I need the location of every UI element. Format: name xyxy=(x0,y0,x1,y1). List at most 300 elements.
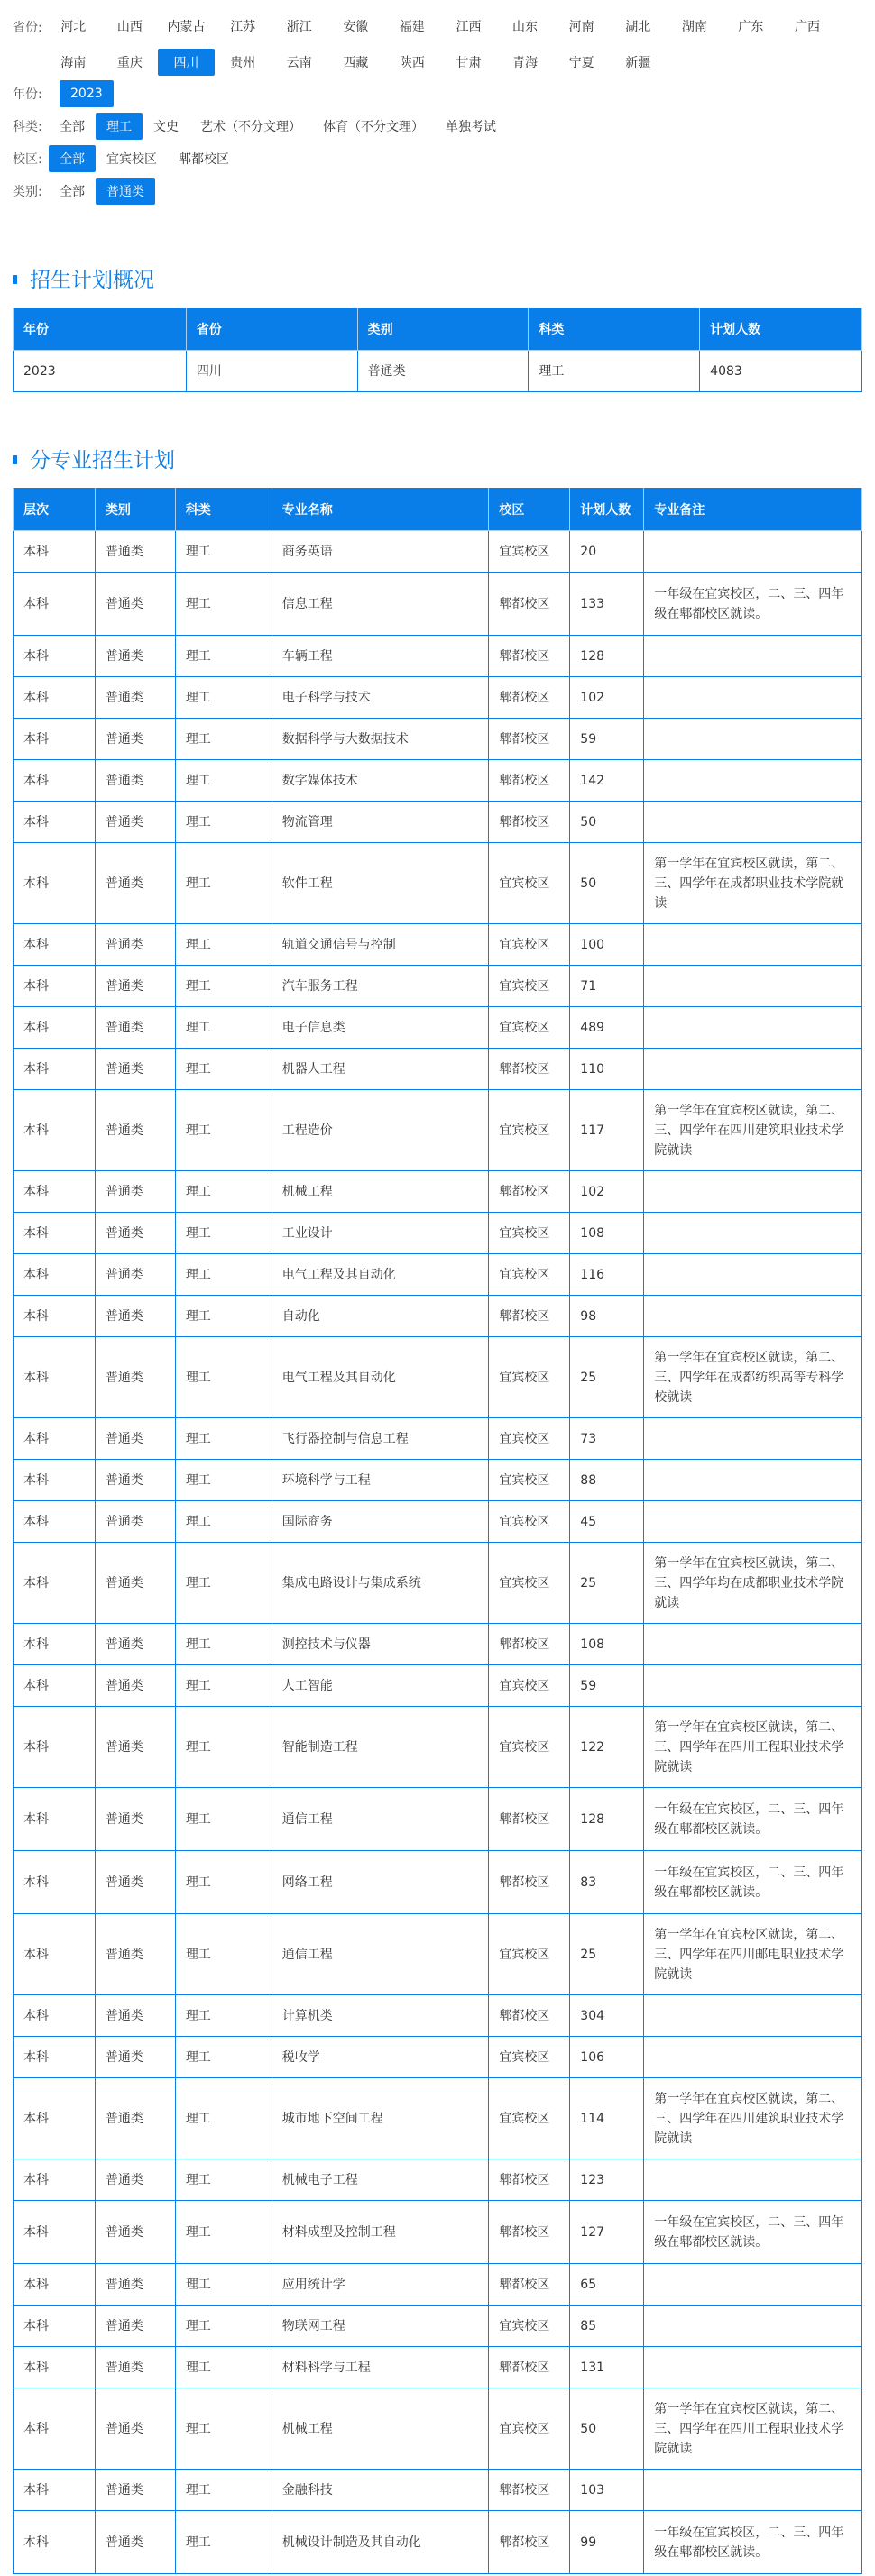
table-row xyxy=(14,1090,862,1171)
cell-category: 普通类 xyxy=(95,966,175,1007)
cell-count: 304 xyxy=(570,1995,644,2037)
cell-count: 25 xyxy=(570,1914,644,1995)
plan-table xyxy=(13,488,862,2574)
cell-subject: 理工 xyxy=(175,677,272,719)
cell-note: 第一学年在宜宾校区就读，第二、三、四学年在四川建筑职业技术学院就读 xyxy=(644,1090,862,1171)
cell-count: 20 xyxy=(570,531,644,573)
cell-category: 普通类 xyxy=(95,843,175,924)
cell-subject: 理工 xyxy=(175,2037,272,2078)
cell-category: 普通类 xyxy=(95,2078,175,2159)
cell-campus: 宜宾校区 xyxy=(489,2306,570,2347)
cell-category: 普通类 xyxy=(95,802,175,843)
summary-header-row xyxy=(14,308,862,351)
cell-campus: 郫都校区 xyxy=(489,1788,570,1851)
campus-filter-row xyxy=(13,144,240,173)
year-label: 年份: xyxy=(13,87,42,102)
table-row xyxy=(14,531,862,573)
cell-count: 50 xyxy=(570,802,644,843)
cell-count: 99 xyxy=(570,2511,644,2574)
cell-count: 85 xyxy=(570,2306,644,2347)
cell-note xyxy=(644,677,862,719)
plan-header-row xyxy=(14,488,862,531)
cell-level: 本科 xyxy=(14,1851,96,1914)
province-option[interactable]: 湖南 xyxy=(681,20,707,34)
summary-header-count: 计划人数 xyxy=(700,308,862,351)
cell-campus: 郫都校区 xyxy=(489,2347,570,2388)
summary-header-subject: 科类 xyxy=(529,308,700,351)
cell-note xyxy=(644,1995,862,2037)
campus-label: 校区: xyxy=(13,152,42,167)
cell-subject: 理工 xyxy=(175,802,272,843)
cell-major: 集成电路设计与集成系统 xyxy=(272,1543,489,1624)
summary-province: 四川 xyxy=(186,351,357,392)
cell-note: 第一学年在宜宾校区就读，第二、三、四学年在成都职业技术学院就读 xyxy=(644,843,862,924)
cell-subject: 理工 xyxy=(175,760,272,802)
cell-count: 50 xyxy=(570,2388,644,2470)
cell-count: 25 xyxy=(570,1543,644,1624)
table-row xyxy=(14,760,862,802)
cell-count: 128 xyxy=(570,636,644,677)
table-row xyxy=(14,2078,862,2159)
cell-category: 普通类 xyxy=(95,1049,175,1090)
cell-subject: 理工 xyxy=(175,719,272,760)
province-option[interactable]: 青海 xyxy=(512,56,539,70)
table-row xyxy=(14,1543,862,1624)
section-marker-icon xyxy=(13,275,17,284)
category-option[interactable]: 全部 xyxy=(60,185,85,199)
cell-level: 本科 xyxy=(14,760,96,802)
province-option[interactable]: 江西 xyxy=(456,20,482,34)
cell-campus: 宜宾校区 xyxy=(489,1460,570,1501)
cell-major: 机器人工程 xyxy=(272,1049,489,1090)
summary-section-title xyxy=(13,263,154,293)
table-row xyxy=(14,1788,862,1851)
cell-subject: 理工 xyxy=(175,1543,272,1624)
cell-campus: 郫都校区 xyxy=(489,636,570,677)
cell-category: 普通类 xyxy=(95,2511,175,2574)
cell-category: 普通类 xyxy=(95,1460,175,1501)
cell-level: 本科 xyxy=(14,1090,96,1171)
province-option[interactable]: 广东 xyxy=(738,20,764,34)
cell-level: 本科 xyxy=(14,1665,96,1707)
subject-option[interactable]: 艺术（不分文理） xyxy=(200,120,301,134)
campus-option[interactable]: 全部 xyxy=(49,145,96,172)
cell-subject: 理工 xyxy=(175,1049,272,1090)
cell-count: 108 xyxy=(570,1213,644,1254)
cell-major: 城市地下空间工程 xyxy=(272,2078,489,2159)
cell-level: 本科 xyxy=(14,1788,96,1851)
province-option[interactable]: 云南 xyxy=(286,56,312,70)
cell-note xyxy=(644,1460,862,1501)
cell-category: 普通类 xyxy=(95,1707,175,1788)
subject-label: 科类: xyxy=(13,120,42,134)
province-option[interactable]: 山东 xyxy=(512,20,539,34)
subject-options xyxy=(49,113,507,140)
table-row xyxy=(14,573,862,636)
cell-campus: 宜宾校区 xyxy=(489,1090,570,1171)
cell-category: 普通类 xyxy=(95,2347,175,2388)
cell-note xyxy=(644,1254,862,1296)
cell-campus: 宜宾校区 xyxy=(489,1337,570,1418)
province-option[interactable]: 福建 xyxy=(399,20,425,34)
table-row xyxy=(14,802,862,843)
cell-count: 102 xyxy=(570,677,644,719)
province-option[interactable]: 新疆 xyxy=(625,56,651,70)
cell-count: 142 xyxy=(570,760,644,802)
cell-subject: 理工 xyxy=(175,1090,272,1171)
cell-subject: 理工 xyxy=(175,2201,272,2264)
cell-category: 普通类 xyxy=(95,1995,175,2037)
subject-option[interactable]: 全部 xyxy=(60,120,85,134)
province-option[interactable]: 江苏 xyxy=(230,20,256,34)
category-label: 类别: xyxy=(13,185,42,199)
cell-count: 100 xyxy=(570,924,644,966)
cell-major: 网络工程 xyxy=(272,1851,489,1914)
plan-header-category: 类别 xyxy=(95,488,175,531)
cell-subject: 理工 xyxy=(175,2388,272,2470)
cell-major: 国际商务 xyxy=(272,1501,489,1543)
province-option[interactable]: 山西 xyxy=(116,20,143,34)
cell-level: 本科 xyxy=(14,1914,96,1995)
cell-category: 普通类 xyxy=(95,1171,175,1213)
cell-campus: 郫都校区 xyxy=(489,573,570,636)
cell-campus: 宜宾校区 xyxy=(489,1213,570,1254)
cell-subject: 理工 xyxy=(175,2470,272,2511)
cell-category: 普通类 xyxy=(95,2159,175,2201)
year-option-2023[interactable]: 2023 xyxy=(60,80,114,107)
cell-major: 应用统计学 xyxy=(272,2264,489,2306)
cell-level: 本科 xyxy=(14,966,96,1007)
subject-option[interactable]: 理工 xyxy=(96,113,143,140)
cell-note xyxy=(644,966,862,1007)
subject-filter-row xyxy=(13,112,507,141)
province-option[interactable]: 重庆 xyxy=(116,56,143,70)
cell-major: 环境科学与工程 xyxy=(272,1460,489,1501)
table-row xyxy=(14,2201,862,2264)
subject-option[interactable]: 单独考试 xyxy=(446,120,496,134)
cell-campus: 宜宾校区 xyxy=(489,1543,570,1624)
cell-level: 本科 xyxy=(14,719,96,760)
cell-note xyxy=(644,1296,862,1337)
cell-major: 工程造价 xyxy=(272,1090,489,1171)
cell-campus: 郫都校区 xyxy=(489,2511,570,2574)
cell-note: 第一学年在宜宾校区就读，第二、三、四学年在四川建筑职业技术学院就读 xyxy=(644,2078,862,2159)
province-option[interactable]: 西藏 xyxy=(343,56,369,70)
table-row xyxy=(14,636,862,677)
cell-level: 本科 xyxy=(14,2264,96,2306)
cell-campus: 宜宾校区 xyxy=(489,1665,570,1707)
cell-major: 电子信息类 xyxy=(272,1007,489,1049)
cell-level: 本科 xyxy=(14,2511,96,2574)
subject-option[interactable]: 文史 xyxy=(153,120,179,134)
cell-category: 普通类 xyxy=(95,1788,175,1851)
cell-note xyxy=(644,1049,862,1090)
cell-campus: 郫都校区 xyxy=(489,1624,570,1665)
cell-count: 110 xyxy=(570,1049,644,1090)
cell-count: 133 xyxy=(570,573,644,636)
summary-header-year: 年份 xyxy=(14,308,187,351)
province-filter-row xyxy=(13,13,49,41)
table-row xyxy=(14,1851,862,1914)
plan-header-campus: 校区 xyxy=(489,488,570,531)
cell-major: 工业设计 xyxy=(272,1213,489,1254)
cell-campus: 宜宾校区 xyxy=(489,1707,570,1788)
subject-option[interactable]: 体育（不分文理） xyxy=(323,120,424,134)
cell-note: 一年级在宜宾校区，二、三、四年级在郫都校区就读。 xyxy=(644,2511,862,2574)
cell-level: 本科 xyxy=(14,2470,96,2511)
table-row xyxy=(14,1171,862,1213)
cell-level: 本科 xyxy=(14,2159,96,2201)
cell-campus: 郫都校区 xyxy=(489,2264,570,2306)
cell-note xyxy=(644,924,862,966)
cell-category: 普通类 xyxy=(95,677,175,719)
cell-level: 本科 xyxy=(14,2388,96,2470)
cell-campus: 宜宾校区 xyxy=(489,1418,570,1460)
table-row xyxy=(14,1995,862,2037)
category-options xyxy=(49,178,155,205)
cell-note: 一年级在宜宾校区，二、三、四年级在郫都校区就读。 xyxy=(644,1851,862,1914)
table-row xyxy=(14,924,862,966)
cell-subject: 理工 xyxy=(175,531,272,573)
cell-subject: 理工 xyxy=(175,1418,272,1460)
province-option[interactable]: 安徽 xyxy=(343,20,369,34)
cell-count: 123 xyxy=(570,2159,644,2201)
cell-count: 98 xyxy=(570,1296,644,1337)
cell-count: 88 xyxy=(570,1460,644,1501)
cell-campus: 宜宾校区 xyxy=(489,966,570,1007)
cell-major: 电气工程及其自动化 xyxy=(272,1254,489,1296)
cell-campus: 宜宾校区 xyxy=(489,1501,570,1543)
cell-major: 机械设计制造及其自动化 xyxy=(272,2511,489,2574)
cell-category: 普通类 xyxy=(95,2037,175,2078)
cell-subject: 理工 xyxy=(175,1501,272,1543)
cell-subject: 理工 xyxy=(175,1007,272,1049)
table-row xyxy=(14,1007,862,1049)
cell-major: 金融科技 xyxy=(272,2470,489,2511)
table-row xyxy=(14,1914,862,1995)
province-option[interactable]: 河北 xyxy=(60,20,87,34)
cell-campus: 郫都校区 xyxy=(489,2159,570,2201)
summary-table xyxy=(13,308,862,392)
cell-note xyxy=(644,2037,862,2078)
cell-category: 普通类 xyxy=(95,2201,175,2264)
cell-category: 普通类 xyxy=(95,1090,175,1171)
cell-category: 普通类 xyxy=(95,2388,175,2470)
cell-note xyxy=(644,1624,862,1665)
cell-campus: 郫都校区 xyxy=(489,677,570,719)
cell-count: 71 xyxy=(570,966,644,1007)
cell-subject: 理工 xyxy=(175,636,272,677)
cell-campus: 宜宾校区 xyxy=(489,924,570,966)
cell-count: 103 xyxy=(570,2470,644,2511)
cell-major: 商务英语 xyxy=(272,531,489,573)
cell-major: 软件工程 xyxy=(272,843,489,924)
cell-count: 127 xyxy=(570,2201,644,2264)
cell-note: 第一学年在宜宾校区就读，第二、三、四学年在四川工程职业技术学院就读 xyxy=(644,2388,862,2470)
cell-level: 本科 xyxy=(14,843,96,924)
table-row xyxy=(14,677,862,719)
table-row xyxy=(14,1049,862,1090)
cell-note xyxy=(644,719,862,760)
table-row xyxy=(14,1213,862,1254)
campus-option[interactable]: 郫都校区 xyxy=(179,152,229,167)
cell-level: 本科 xyxy=(14,2078,96,2159)
table-row xyxy=(14,2347,862,2388)
province-option[interactable]: 海南 xyxy=(60,56,87,70)
cell-major: 电气工程及其自动化 xyxy=(272,1337,489,1418)
cell-subject: 理工 xyxy=(175,2264,272,2306)
summary-row xyxy=(14,351,862,392)
cell-campus: 郫都校区 xyxy=(489,1296,570,1337)
province-option[interactable]: 河南 xyxy=(568,20,594,34)
cell-major: 计算机类 xyxy=(272,1995,489,2037)
cell-campus: 郫都校区 xyxy=(489,1995,570,2037)
cell-category: 普通类 xyxy=(95,2470,175,2511)
province-option[interactable]: 宁夏 xyxy=(568,56,594,70)
cell-note xyxy=(644,2470,862,2511)
cell-category: 普通类 xyxy=(95,1851,175,1914)
plan-section-title xyxy=(13,444,175,473)
cell-category: 普通类 xyxy=(95,1213,175,1254)
cell-count: 114 xyxy=(570,2078,644,2159)
plan-header-major: 专业名称 xyxy=(272,488,489,531)
table-row xyxy=(14,966,862,1007)
cell-level: 本科 xyxy=(14,1337,96,1418)
cell-subject: 理工 xyxy=(175,1665,272,1707)
table-row xyxy=(14,719,862,760)
cell-level: 本科 xyxy=(14,1418,96,1460)
cell-campus: 宜宾校区 xyxy=(489,2388,570,2470)
campus-options xyxy=(49,145,240,172)
province-option[interactable]: 贵州 xyxy=(230,56,256,70)
table-row xyxy=(14,2511,862,2574)
cell-campus: 郫都校区 xyxy=(489,2201,570,2264)
cell-note xyxy=(644,531,862,573)
cell-campus: 郫都校区 xyxy=(489,719,570,760)
cell-note: 第一学年在宜宾校区就读，第二、三、四学年均在成都职业技术学院就读 xyxy=(644,1543,862,1624)
province-option[interactable]: 浙江 xyxy=(286,20,312,34)
summary-year: 2023 xyxy=(14,351,187,392)
cell-major: 飞行器控制与信息工程 xyxy=(272,1418,489,1460)
summary-header-category: 类别 xyxy=(357,308,529,351)
cell-note xyxy=(644,2264,862,2306)
cell-subject: 理工 xyxy=(175,2078,272,2159)
cell-subject: 理工 xyxy=(175,1788,272,1851)
cell-campus: 郫都校区 xyxy=(489,760,570,802)
cell-level: 本科 xyxy=(14,1007,96,1049)
category-option[interactable]: 普通类 xyxy=(96,178,155,205)
cell-subject: 理工 xyxy=(175,1851,272,1914)
cell-category: 普通类 xyxy=(95,2306,175,2347)
cell-major: 测控技术与仪器 xyxy=(272,1624,489,1665)
cell-campus: 郫都校区 xyxy=(489,1049,570,1090)
cell-major: 材料科学与工程 xyxy=(272,2347,489,2388)
cell-note xyxy=(644,1213,862,1254)
cell-major: 人工智能 xyxy=(272,1665,489,1707)
cell-subject: 理工 xyxy=(175,2306,272,2347)
cell-count: 128 xyxy=(570,1788,644,1851)
cell-level: 本科 xyxy=(14,2306,96,2347)
province-option[interactable]: 湖北 xyxy=(625,20,651,34)
cell-subject: 理工 xyxy=(175,1995,272,2037)
cell-note: 第一学年在宜宾校区就读，第二、三、四学年在成都纺织高等专科学校就读 xyxy=(644,1337,862,1418)
table-row xyxy=(14,2470,862,2511)
cell-level: 本科 xyxy=(14,924,96,966)
table-row xyxy=(14,1296,862,1337)
cell-subject: 理工 xyxy=(175,573,272,636)
cell-level: 本科 xyxy=(14,1171,96,1213)
cell-major: 机械电子工程 xyxy=(272,2159,489,2201)
province-option[interactable]: 陕西 xyxy=(399,56,425,70)
cell-note xyxy=(644,2159,862,2201)
province-option[interactable]: 四川 xyxy=(158,49,215,76)
cell-campus: 郫都校区 xyxy=(489,2470,570,2511)
cell-subject: 理工 xyxy=(175,2159,272,2201)
cell-major: 物联网工程 xyxy=(272,2306,489,2347)
cell-category: 普通类 xyxy=(95,1296,175,1337)
cell-category: 普通类 xyxy=(95,1914,175,1995)
cell-count: 102 xyxy=(570,1171,644,1213)
cell-level: 本科 xyxy=(14,1995,96,2037)
province-option[interactable]: 广西 xyxy=(795,20,821,34)
cell-subject: 理工 xyxy=(175,2511,272,2574)
cell-count: 65 xyxy=(570,2264,644,2306)
cell-major: 通信工程 xyxy=(272,1914,489,1995)
cell-category: 普通类 xyxy=(95,1624,175,1665)
cell-category: 普通类 xyxy=(95,924,175,966)
table-row xyxy=(14,1337,862,1418)
province-option[interactable]: 甘肃 xyxy=(456,56,482,70)
cell-count: 116 xyxy=(570,1254,644,1296)
cell-subject: 理工 xyxy=(175,966,272,1007)
cell-subject: 理工 xyxy=(175,1460,272,1501)
cell-category: 普通类 xyxy=(95,1007,175,1049)
cell-category: 普通类 xyxy=(95,1501,175,1543)
cell-count: 489 xyxy=(570,1007,644,1049)
table-row xyxy=(14,843,862,924)
cell-campus: 宜宾校区 xyxy=(489,2037,570,2078)
cell-count: 131 xyxy=(570,2347,644,2388)
table-row xyxy=(14,1665,862,1707)
cell-major: 数据科学与大数据技术 xyxy=(272,719,489,760)
province-option[interactable]: 内蒙古 xyxy=(167,20,206,34)
cell-campus: 宜宾校区 xyxy=(489,1254,570,1296)
cell-note: 第一学年在宜宾校区就读，第二、三、四学年在四川工程职业技术学院就读 xyxy=(644,1707,862,1788)
campus-option[interactable]: 宜宾校区 xyxy=(106,152,157,167)
cell-subject: 理工 xyxy=(175,924,272,966)
cell-note xyxy=(644,2347,862,2388)
cell-category: 普通类 xyxy=(95,1418,175,1460)
cell-category: 普通类 xyxy=(95,531,175,573)
cell-category: 普通类 xyxy=(95,1665,175,1707)
table-row xyxy=(14,1707,862,1788)
cell-major: 智能制造工程 xyxy=(272,1707,489,1788)
cell-major: 物流管理 xyxy=(272,802,489,843)
cell-level: 本科 xyxy=(14,1213,96,1254)
summary-header-province: 省份 xyxy=(186,308,357,351)
cell-major: 机械工程 xyxy=(272,2388,489,2470)
cell-subject: 理工 xyxy=(175,1296,272,1337)
table-row xyxy=(14,2306,862,2347)
cell-count: 50 xyxy=(570,843,644,924)
cell-level: 本科 xyxy=(14,2037,96,2078)
cell-category: 普通类 xyxy=(95,636,175,677)
cell-level: 本科 xyxy=(14,531,96,573)
table-row xyxy=(14,2388,862,2470)
cell-major: 通信工程 xyxy=(272,1788,489,1851)
plan-title: 分专业招生计划 xyxy=(30,449,175,472)
province-label: 省份: xyxy=(13,21,42,35)
